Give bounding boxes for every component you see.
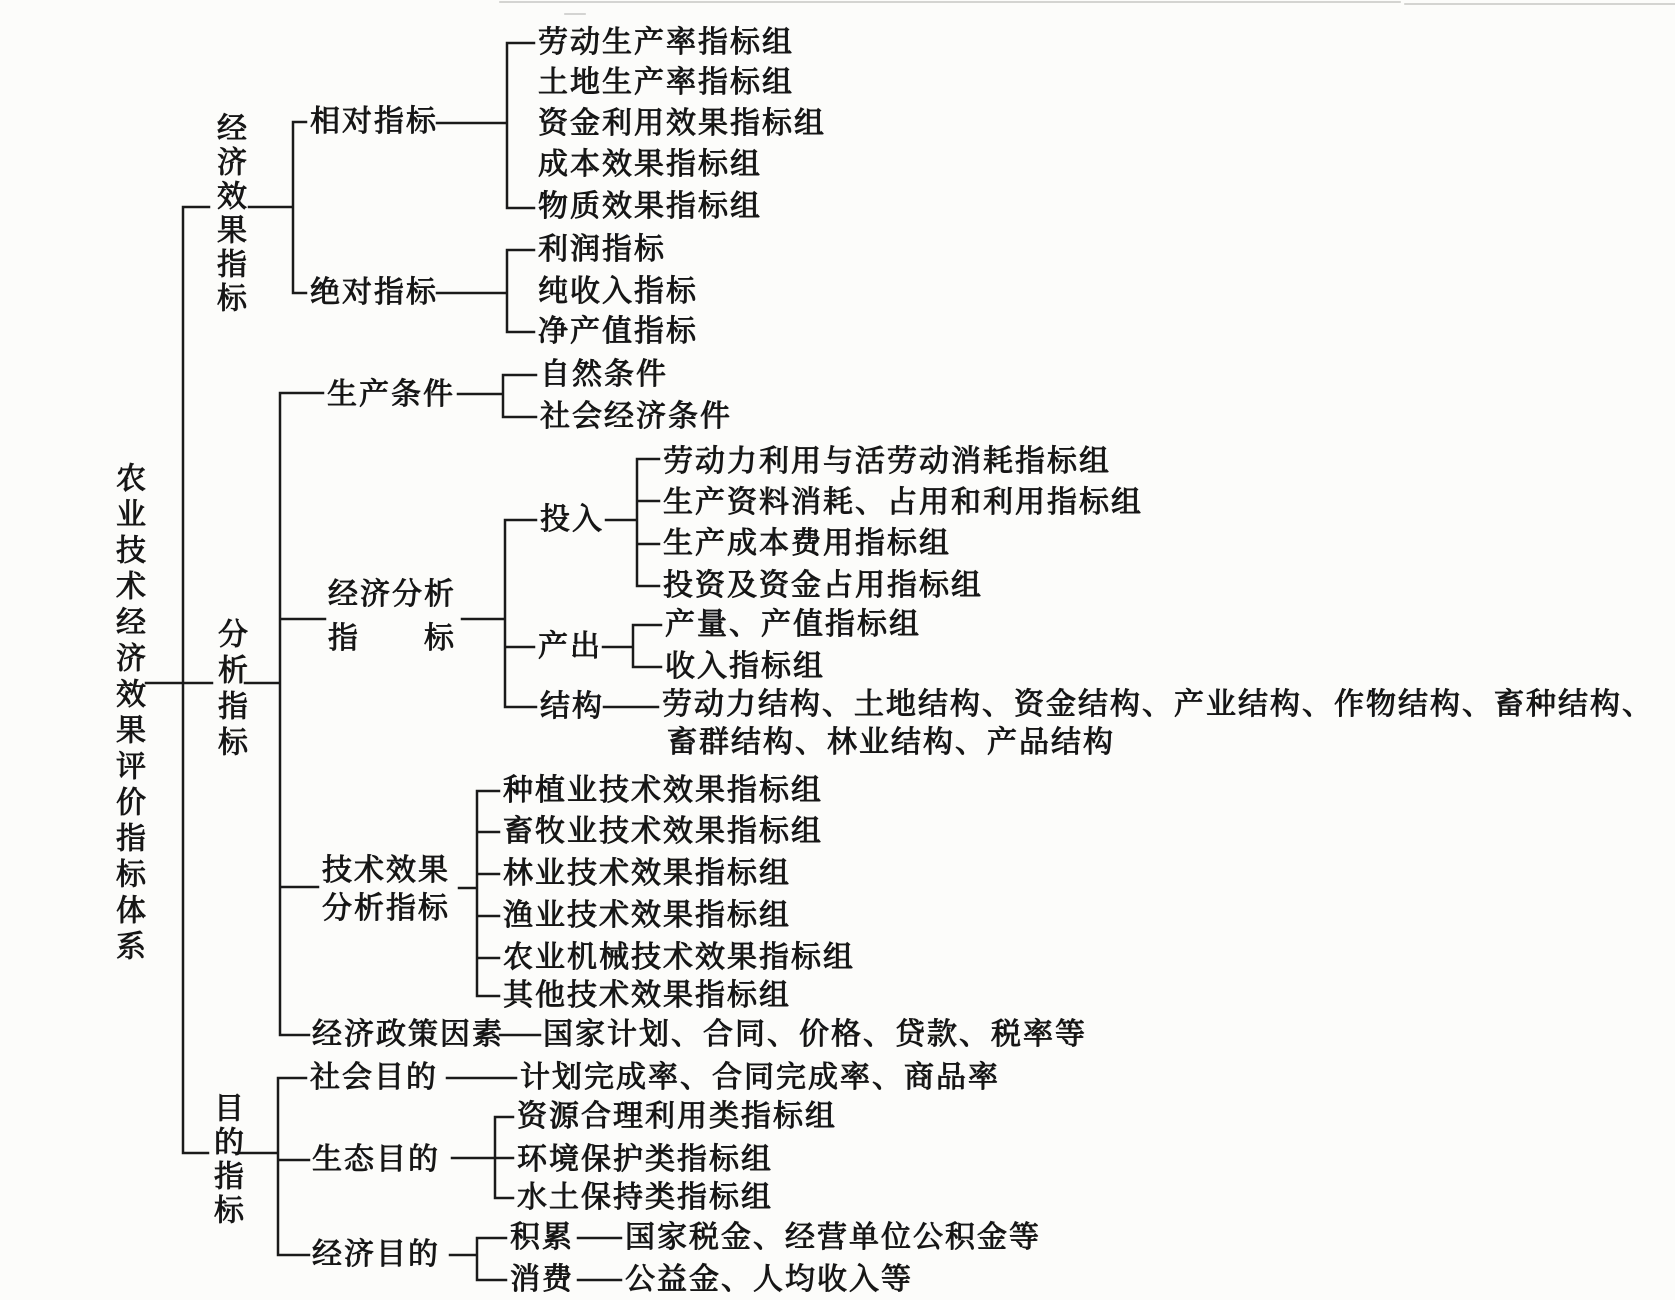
bracket-relative	[437, 43, 534, 208]
leaf-item: 国家计划、合同、价格、贷款、税率等	[543, 1018, 1087, 1051]
bracket-economic-analysis	[462, 520, 536, 707]
leaf-item: 生产资料消耗、占用和利用指标组	[663, 486, 1143, 519]
bracket-analysis	[245, 393, 325, 1035]
leaf-item: 劳动力结构、土地结构、资金结构、产业结构、作物结构、畜种结构、	[662, 688, 1654, 721]
leaf-item: 渔业技术效果指标组	[503, 899, 791, 932]
leaf-item: 环境保护类指标组	[517, 1143, 773, 1176]
leaf-item: 农业机械技术效果指标组	[503, 941, 855, 974]
leaf-item: 种植业技术效果指标组	[503, 774, 823, 807]
root-label: 农业技术经济效果评价指标体系	[111, 462, 144, 966]
leaf-item: 林业技术效果指标组	[503, 857, 791, 890]
leaf-item: 资源合理利用类指标组	[517, 1100, 837, 1133]
leaf-item: 劳动生产率指标组	[538, 26, 794, 59]
node-input: 投入	[540, 503, 604, 536]
leaf-item: 社会经济条件	[540, 400, 732, 433]
leaf-item: 水土保持类指标组	[517, 1181, 773, 1214]
node-ecological-purpose: 生态目的	[312, 1143, 440, 1176]
node-consumption: 消费	[510, 1263, 574, 1296]
node-production-conditions: 生产条件	[327, 378, 455, 411]
leaf-item: 成本效果指标组	[538, 148, 762, 181]
bracket-production-conditions	[458, 375, 536, 417]
leaf-item: 畜牧业技术效果指标组	[503, 815, 823, 848]
node-social-purpose: 社会目的	[310, 1061, 438, 1094]
leaf-item: 公益金、人均收入等	[625, 1263, 913, 1296]
leaf-item: 其他技术效果指标组	[503, 979, 791, 1012]
node-absolute-indicators: 绝对指标	[310, 276, 438, 309]
leaf-item: 物质效果指标组	[538, 190, 762, 223]
bracket-purpose	[240, 1078, 309, 1255]
node-technical-effect-indicators: 分析指标	[322, 892, 450, 925]
leaf-item: 资金利用效果指标组	[538, 107, 826, 140]
node-technical-effect-indicators: 技术效果	[322, 854, 450, 887]
leaf-item: 土地生产率指标组	[538, 66, 794, 99]
scan-artifact	[500, 2, 1675, 14]
bracket-economic-effect	[249, 122, 306, 293]
node-economic-policy-factors: 经济政策因素	[312, 1018, 504, 1051]
bracket-input	[606, 459, 659, 586]
branch-analysis: 分析指标	[213, 618, 246, 762]
leaf-item: 投资及资金占用指标组	[663, 569, 983, 602]
leaf-item: 国家税金、经营单位公积金等	[625, 1221, 1041, 1254]
node-economic-analysis-indicators: 经济分析	[328, 578, 456, 611]
node-structure: 结构	[540, 690, 604, 723]
node-accumulation: 积累	[510, 1221, 574, 1254]
leaf-item: 纯收入指标	[538, 275, 698, 308]
leaf-item: 收入指标组	[665, 650, 825, 683]
node-relative-indicators: 相对指标	[310, 105, 438, 138]
node-output: 产出	[538, 630, 602, 663]
leaf-item: 计划完成率、合同完成率、商品率	[520, 1061, 1000, 1094]
leaf-item: 产量、产值指标组	[665, 608, 921, 641]
leaf-item: 利润指标	[538, 233, 666, 266]
leaf-item: 劳动力利用与活劳动消耗指标组	[663, 445, 1111, 478]
leaf-item: 自然条件	[540, 358, 668, 391]
bracket-absolute	[437, 250, 534, 332]
bracket-ecological-purpose	[452, 1117, 513, 1198]
node-economic-purpose: 经济目的	[312, 1238, 440, 1271]
leaf-item: 净产值指标	[538, 315, 698, 348]
bracket-technical-effect	[459, 791, 499, 996]
leaf-item: 畜群结构、林业结构、产品结构	[667, 726, 1115, 759]
leaf-item: 生产成本费用指标组	[663, 527, 951, 560]
branch-purpose: 目的指标	[209, 1092, 242, 1228]
branch-economic-effect: 经济效果指标	[212, 112, 245, 316]
trunk-line	[146, 207, 212, 1153]
bracket-output	[603, 625, 661, 667]
node-economic-analysis-indicators: 指 标	[328, 622, 456, 655]
